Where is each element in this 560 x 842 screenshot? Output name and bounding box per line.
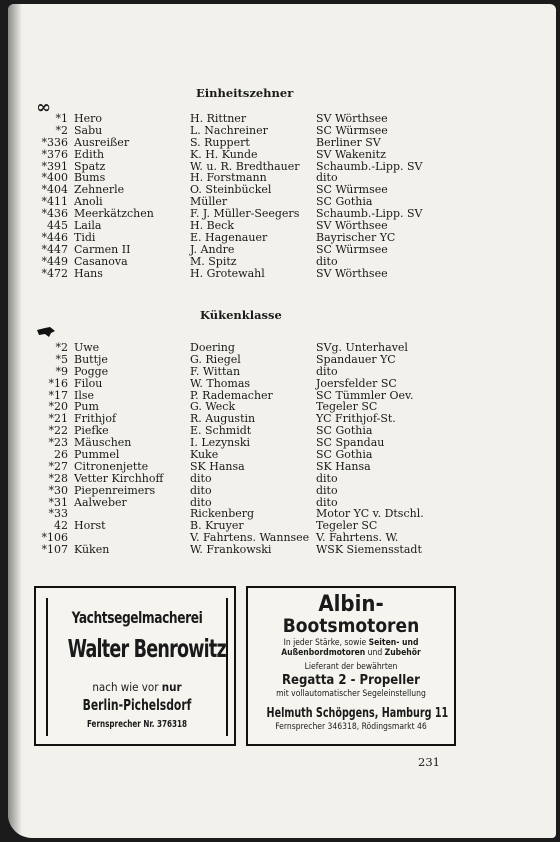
club-name: SVg. Unterhavel bbox=[316, 341, 408, 354]
sail-number: *1 bbox=[55, 112, 68, 125]
section-title-kuekenklasse: Kükenklasse bbox=[200, 308, 282, 322]
boat-name: Laila bbox=[74, 219, 102, 233]
sail-number: *376 bbox=[41, 147, 68, 161]
owner-name: O. Steinbückel bbox=[190, 183, 272, 197]
boat-name: Uwe bbox=[74, 341, 100, 354]
sail-number: *449 bbox=[41, 254, 68, 268]
ad-right-line7: mit vollautomatischer Segeleinstellung bbox=[276, 689, 426, 699]
owner-name: F. Wittan bbox=[190, 364, 241, 378]
sail-number: 26 bbox=[54, 448, 68, 462]
ad-albin-bootsmotoren bbox=[246, 586, 456, 746]
club-name: SC Gothia bbox=[316, 195, 373, 209]
boat-name: Tidi bbox=[74, 230, 96, 244]
sail-number: *20 bbox=[48, 400, 68, 414]
boat-name: Zehnerle bbox=[74, 183, 125, 197]
owner-name: H. Rittner bbox=[190, 112, 247, 125]
owner-name: dito bbox=[190, 471, 212, 485]
club-name: SC Würmsee bbox=[316, 242, 388, 256]
owner-name: E. Hagenauer bbox=[190, 230, 268, 244]
club-name: dito bbox=[316, 171, 338, 185]
owner-name: F. J. Müller-Seegers bbox=[190, 207, 300, 221]
owner-name: R. Augustin bbox=[190, 412, 256, 426]
chick-icon bbox=[36, 326, 56, 342]
sail-number: *2 bbox=[55, 123, 68, 137]
sail-number: *28 bbox=[48, 471, 68, 485]
club-name: SC Würmsee bbox=[316, 183, 388, 197]
ad-left-line5: Fernsprecher Nr. 376318 bbox=[86, 719, 188, 730]
club-name: Tegeler SC bbox=[316, 400, 378, 414]
ad-left-line3a: nach wie vor bbox=[92, 680, 162, 694]
club-name: Schaumb.-Lipp. SV bbox=[316, 207, 423, 221]
boat-name: Ausreißer bbox=[74, 135, 130, 149]
club-name: Berliner SV bbox=[316, 135, 381, 149]
binding-shadow bbox=[8, 4, 22, 838]
sail-number: *21 bbox=[48, 412, 68, 426]
club-name: WSK Siemensstadt bbox=[316, 543, 422, 557]
sail-number: 42 bbox=[54, 519, 68, 533]
boat-name: Piepenreimers bbox=[74, 483, 156, 497]
owner-name: P. Rademacher bbox=[190, 388, 273, 402]
sail-number: *33 bbox=[48, 507, 68, 521]
club-name: SK Hansa bbox=[316, 459, 371, 473]
sail-number: *17 bbox=[48, 388, 68, 402]
club-name: SV Wörthsee bbox=[316, 266, 388, 280]
sail-number: *106 bbox=[41, 531, 68, 545]
club-name: Bayrischer YC bbox=[316, 230, 396, 244]
boat-name: Horst bbox=[74, 519, 106, 533]
sail-number: *9 bbox=[55, 364, 68, 378]
owner-name: Doering bbox=[190, 341, 235, 354]
club-name: SV Wakenitz bbox=[316, 147, 386, 161]
figure-eight-icon: ∞ bbox=[36, 97, 51, 118]
owner-name: Kuke bbox=[190, 448, 219, 462]
ad-right-line3 bbox=[248, 638, 454, 648]
boat-name: Piefke bbox=[74, 424, 109, 438]
owner-name: W. Frankowski bbox=[190, 543, 272, 557]
boat-name: Carmen II bbox=[74, 242, 131, 256]
book-page bbox=[8, 4, 556, 838]
owner-name: I. Lezynski bbox=[190, 436, 251, 450]
club-name: Spandauer YC bbox=[316, 352, 396, 366]
ad-right-line4 bbox=[248, 648, 454, 658]
boat-name: Frithjof bbox=[74, 412, 117, 426]
ad-left-line4: Berlin-Pichelsdorf bbox=[82, 696, 192, 714]
sail-number: *16 bbox=[48, 376, 68, 390]
boat-name: Aalweber bbox=[74, 495, 127, 509]
club-name: dito bbox=[316, 495, 338, 509]
sail-number: *27 bbox=[48, 459, 68, 473]
ad-right-line3a: In jeder Stärke, sowie bbox=[283, 638, 369, 648]
club-name: Schaumb.-Lipp. SV bbox=[316, 159, 423, 173]
boat-name: Edith bbox=[74, 147, 105, 161]
club-name: Motor YC v. Dtschl. bbox=[316, 507, 424, 521]
sail-number: *22 bbox=[48, 424, 68, 438]
sail-number: *31 bbox=[48, 495, 68, 509]
owner-name: H. Beck bbox=[190, 219, 235, 233]
ad-left-line1: Yachtsegelmacherei bbox=[71, 608, 203, 627]
owner-name: S. Ruppert bbox=[190, 135, 250, 149]
boat-name: Vetter Kirchhoff bbox=[74, 471, 164, 485]
boat-name: Buttje bbox=[74, 352, 108, 366]
ad-right-line8: Helmuth Schöpgens, Hamburg 11 bbox=[266, 706, 449, 721]
club-name: SC Tümmler Oev. bbox=[316, 388, 414, 402]
club-name: YC Frithjof-St. bbox=[316, 412, 396, 426]
boat-name: Küken bbox=[74, 543, 110, 557]
sail-number: 445 bbox=[47, 219, 68, 233]
boat-name: Pummel bbox=[74, 448, 120, 462]
club-name: SV Wörthsee bbox=[316, 219, 388, 233]
sail-number: *436 bbox=[41, 207, 68, 221]
boat-name: Sabu bbox=[74, 123, 103, 137]
sail-number: *2 bbox=[55, 341, 68, 354]
owner-name: SK Hansa bbox=[190, 459, 245, 473]
ad-right-line6: Regatta 2 - Propeller bbox=[282, 673, 420, 688]
club-name: dito bbox=[316, 471, 338, 485]
club-name: Joersfelder SC bbox=[316, 376, 397, 390]
ad-left-line2: Walter Benrowitz bbox=[67, 634, 226, 663]
owner-name: Müller bbox=[190, 195, 228, 209]
ad-right-line5: Lieferant der bewährten bbox=[304, 662, 398, 672]
club-name: Tegeler SC bbox=[316, 519, 378, 533]
boat-name: Mäuschen bbox=[74, 436, 132, 450]
club-name: dito bbox=[316, 483, 338, 497]
owner-name: dito bbox=[190, 483, 212, 497]
ad-left-line3b: nur bbox=[161, 680, 182, 694]
club-name: SV Wörthsee bbox=[316, 112, 388, 125]
ad-right-line4a: Außenbordmotoren bbox=[281, 648, 366, 658]
owner-name: dito bbox=[190, 495, 212, 509]
boat-name: Ilse bbox=[74, 388, 95, 402]
owner-name: G. Riegel bbox=[190, 352, 241, 366]
boat-name: Anoli bbox=[74, 195, 103, 209]
club-name: dito bbox=[316, 254, 338, 268]
club-name: SC Gothia bbox=[316, 448, 373, 462]
owner-name: L. Nachreiner bbox=[190, 123, 268, 137]
boat-name: Pogge bbox=[74, 364, 109, 378]
sail-number: *336 bbox=[41, 135, 68, 149]
club-name: SC Gothia bbox=[316, 424, 373, 438]
owner-name: H. Forstmann bbox=[190, 171, 267, 185]
owner-name: W. Thomas bbox=[190, 376, 251, 390]
owner-name: Rickenberg bbox=[190, 507, 255, 521]
owner-name: K. H. Kunde bbox=[190, 147, 258, 161]
sail-number: *5 bbox=[55, 352, 68, 366]
boat-name: Hero bbox=[74, 112, 102, 125]
sail-number: *391 bbox=[41, 159, 68, 173]
ad-walter-benrowitz bbox=[34, 586, 236, 746]
sail-number: *23 bbox=[48, 436, 68, 450]
ad-right-line4b: und bbox=[365, 648, 385, 658]
boat-name: Casanova bbox=[74, 254, 128, 268]
sail-number: *446 bbox=[41, 230, 68, 244]
boat-name: Spatz bbox=[74, 159, 106, 173]
boat-name: Hans bbox=[74, 266, 103, 280]
ad-right-line9: Fernsprecher 346318, Rödingsmarkt 46 bbox=[275, 722, 427, 732]
owner-name: G. Weck bbox=[190, 400, 236, 414]
owner-name: H. Grotewahl bbox=[190, 266, 265, 280]
sail-number: *411 bbox=[41, 195, 68, 209]
owner-name: J. Andre bbox=[190, 242, 235, 256]
club-name: dito bbox=[316, 364, 338, 378]
ad-right-line3b: Seiten- und bbox=[368, 638, 419, 648]
boat-name: Pum bbox=[74, 400, 99, 414]
sail-number: *447 bbox=[41, 242, 68, 256]
owner-name: V. Fahrtens. Wannsee bbox=[190, 531, 310, 545]
owner-name: W. u. R. Bredthauer bbox=[190, 159, 300, 173]
boat-name: Citronenjette bbox=[74, 459, 149, 473]
owner-name: M. Spitz bbox=[190, 254, 237, 268]
sail-number: *404 bbox=[41, 183, 68, 197]
ad-right-line4c: Zubehör bbox=[384, 648, 421, 658]
club-name: SC Spandau bbox=[316, 436, 385, 450]
sail-number: *472 bbox=[41, 266, 68, 280]
section-title-einheitszehner: Einheitszehner bbox=[196, 86, 294, 100]
ad-right-line2: Bootsmotoren bbox=[282, 615, 420, 637]
sail-number: *400 bbox=[41, 171, 68, 185]
ad-left-line3 bbox=[48, 680, 226, 694]
club-name: V. Fahrtens. W. bbox=[316, 531, 399, 545]
owner-name: B. Kruyer bbox=[190, 519, 244, 533]
ad-right-line1: Albin- bbox=[318, 592, 384, 617]
owner-name: E. Schmidt bbox=[190, 424, 252, 438]
sail-number: *107 bbox=[41, 543, 68, 557]
page-number: 231 bbox=[418, 755, 440, 769]
boat-name: Meerkätzchen bbox=[74, 207, 154, 221]
boat-name: Filou bbox=[74, 376, 103, 390]
club-name: SC Würmsee bbox=[316, 123, 388, 137]
sail-number: *30 bbox=[48, 483, 68, 497]
boat-name: Bums bbox=[74, 171, 106, 185]
